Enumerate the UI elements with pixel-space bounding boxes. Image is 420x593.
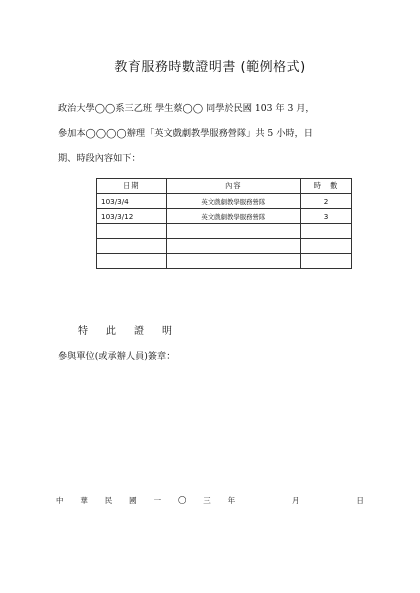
- date-char: 一: [153, 496, 162, 505]
- signature-label: 參與單位(或承辦人員)簽章：: [58, 351, 176, 362]
- paragraph-line-1: 政治大學◯◯系三乙班 學生蔡◯◯ 同學於民國 103 年 3 月，: [58, 103, 315, 114]
- header-content: 內容: [166, 179, 300, 194]
- cell-hours: [300, 239, 351, 254]
- date-char: 華: [80, 496, 88, 505]
- date-char: 國: [129, 496, 137, 505]
- cell-content: 英文戲劇教學服務營隊: [166, 194, 300, 209]
- cell-date: 103/3/12: [97, 209, 167, 224]
- document-title: 教育服務時數證明書 (範例格式): [114, 60, 306, 75]
- cell-date: 103/3/4: [97, 194, 167, 209]
- date-char: 民: [104, 496, 113, 505]
- table-row: [97, 254, 352, 269]
- cell-date: [97, 239, 167, 254]
- table-row: [97, 209, 352, 224]
- cell-hours: [300, 224, 351, 239]
- cell-content: [166, 239, 300, 254]
- date-char: 年: [227, 496, 236, 505]
- paragraph-line-3: 期、時段內容如下：: [58, 153, 141, 164]
- date-line: [56, 495, 364, 506]
- table-row: [97, 194, 352, 209]
- date-char: ◯: [177, 495, 187, 504]
- certify-text: 特此證明: [78, 326, 190, 337]
- cell-content: [166, 254, 300, 269]
- cell-hours: 3: [300, 209, 351, 224]
- cell-content: 英文戲劇教學服務營隊: [166, 209, 300, 224]
- cell-content: [166, 224, 300, 239]
- certificate-paragraph: [58, 96, 368, 171]
- table-header-row: [97, 179, 352, 194]
- header-date: 日期: [97, 179, 167, 194]
- service-hours-table: [96, 178, 352, 269]
- date-char: 日: [356, 496, 364, 505]
- header-hours: 時 數: [300, 179, 351, 194]
- date-char: 三: [203, 496, 211, 505]
- paragraph-line-2: 參加本◯◯◯◯辦理「英文戲劇教學服務營隊」共 5 小時，日: [58, 128, 313, 139]
- cell-hours: [300, 254, 351, 269]
- cell-hours: 2: [300, 194, 351, 209]
- table-row: [97, 224, 352, 239]
- table-row: [97, 239, 352, 254]
- date-char: 中: [56, 496, 64, 505]
- cell-date: [97, 224, 167, 239]
- date-char: 月: [292, 496, 300, 505]
- cell-date: [97, 254, 167, 269]
